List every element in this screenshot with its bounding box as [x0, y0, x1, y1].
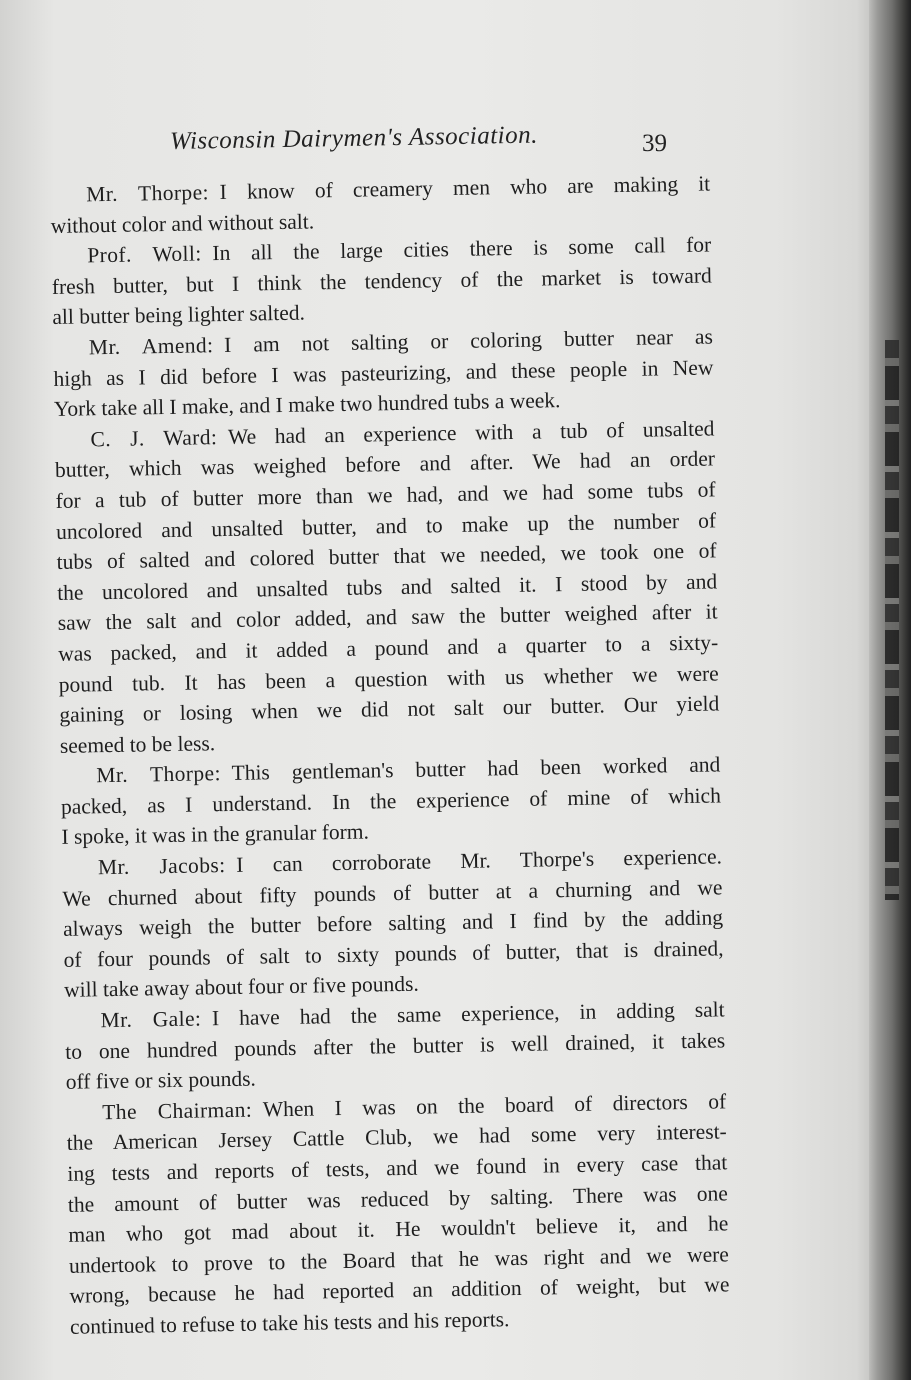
line-text: the American Jersey Cattle Club, we had some very interest-	[66, 1119, 727, 1156]
line-text: seemed to be less.	[59, 730, 216, 758]
book-binding-edge	[869, 0, 911, 1380]
line-text: saw the salt and color added, and saw the butter weighed after it	[57, 599, 718, 636]
line-text: fresh butter, but I think the tendency of the market is toward	[51, 263, 712, 299]
line-text: without color and without salt.	[50, 208, 315, 238]
speaker-name: Mr. Amend:	[88, 333, 214, 360]
line-text: I am not salting or coloring butter near as	[223, 324, 714, 357]
speaker-name: Mr. Thorpe:	[86, 180, 210, 207]
line-text: continued to refuse to take his tests and his reports.	[69, 1307, 510, 1339]
line-text: I spoke, it was in the granular form.	[61, 820, 370, 850]
header-title: Wisconsin Dairymen's Association.	[169, 121, 539, 155]
line-text: butter, which was weighed before and after. We had an order	[54, 446, 716, 483]
speaker-name: The Chairman:	[102, 1097, 253, 1125]
line-text: was packed, and it added a pound and a quarter to a sixty-	[58, 630, 719, 666]
line-text: gaining or losing when we did not salt our butter. Our yield	[59, 691, 720, 728]
line-text: undertook to prove to the Board that he was right and we were	[68, 1242, 730, 1278]
speaker-name: C. J. Ward:	[90, 424, 218, 452]
line-text: packed, as I understand. In the experience of mine of which	[60, 783, 722, 819]
running-header	[169, 121, 690, 164]
line-text: In all the large cities there is some call for	[212, 232, 712, 266]
line-text: will take away about four or five pounds.	[63, 972, 419, 1003]
line-text: high as I did before I was pasteurizing, and these people in New	[53, 355, 714, 391]
line-text: man who got mad about it. He wouldn't believe it, and he	[68, 1211, 729, 1248]
line-text: We had an experience with a tub of unsalted	[227, 416, 715, 449]
body-text	[50, 168, 730, 1342]
speaker-name: Prof. Woll:	[87, 241, 202, 268]
line-text: the amount of butter was reduced by salting. There was one	[67, 1180, 728, 1217]
speaker-name: Mr. Gale:	[100, 1006, 202, 1033]
line-text: always weigh the butter before salting and I find by the adding	[62, 905, 724, 942]
line-text: off five or six pounds.	[65, 1066, 257, 1095]
line-text: to one hundred pounds after the butter is well drained, it takes	[65, 1027, 726, 1064]
line-text: I can corroborate Mr. Thorpe's experience.	[236, 844, 723, 877]
line-text: of four pounds of salt to sixty pounds of butter, that is drained,	[63, 936, 724, 972]
line-text: wrong, because he had reported an addition of weight, but we	[69, 1272, 730, 1309]
line-text: ing tests and reports of tests, and we found in every case that	[67, 1150, 728, 1186]
line-text: We churned about fifty pounds of butter at a churning and we	[62, 875, 723, 911]
line-text: pound tub. It has been a question with us whether we were	[58, 660, 719, 697]
line-text: for a tub of butter more than we had, and we had some tubs of	[55, 477, 716, 513]
line-text: all butter being lighter salted.	[52, 300, 306, 330]
spine-print-mark	[885, 340, 899, 900]
line-text: York take all I make, and I make two hundred tubs a week.	[53, 388, 561, 422]
page-number: 39	[642, 130, 667, 157]
line-text: When I was on the board of directors of	[262, 1089, 727, 1122]
line-text: I know of creamery men who are making it	[219, 171, 711, 205]
line-text: uncolored and unsalted butter, and to make up the number of	[55, 507, 717, 544]
line-text: the uncolored and unsalted tubs and salted it. I stood by and	[56, 569, 718, 605]
line-text: This gentleman's butter had been worked and	[231, 752, 721, 786]
line-text: tubs of salted and colored butter that we needed, we took one of	[56, 538, 717, 575]
line-text: I have had the same experience, in adding salt	[211, 997, 725, 1031]
speaker-name: Mr. Jacobs:	[97, 853, 226, 880]
speaker-name: Mr. Thorpe:	[96, 761, 222, 788]
